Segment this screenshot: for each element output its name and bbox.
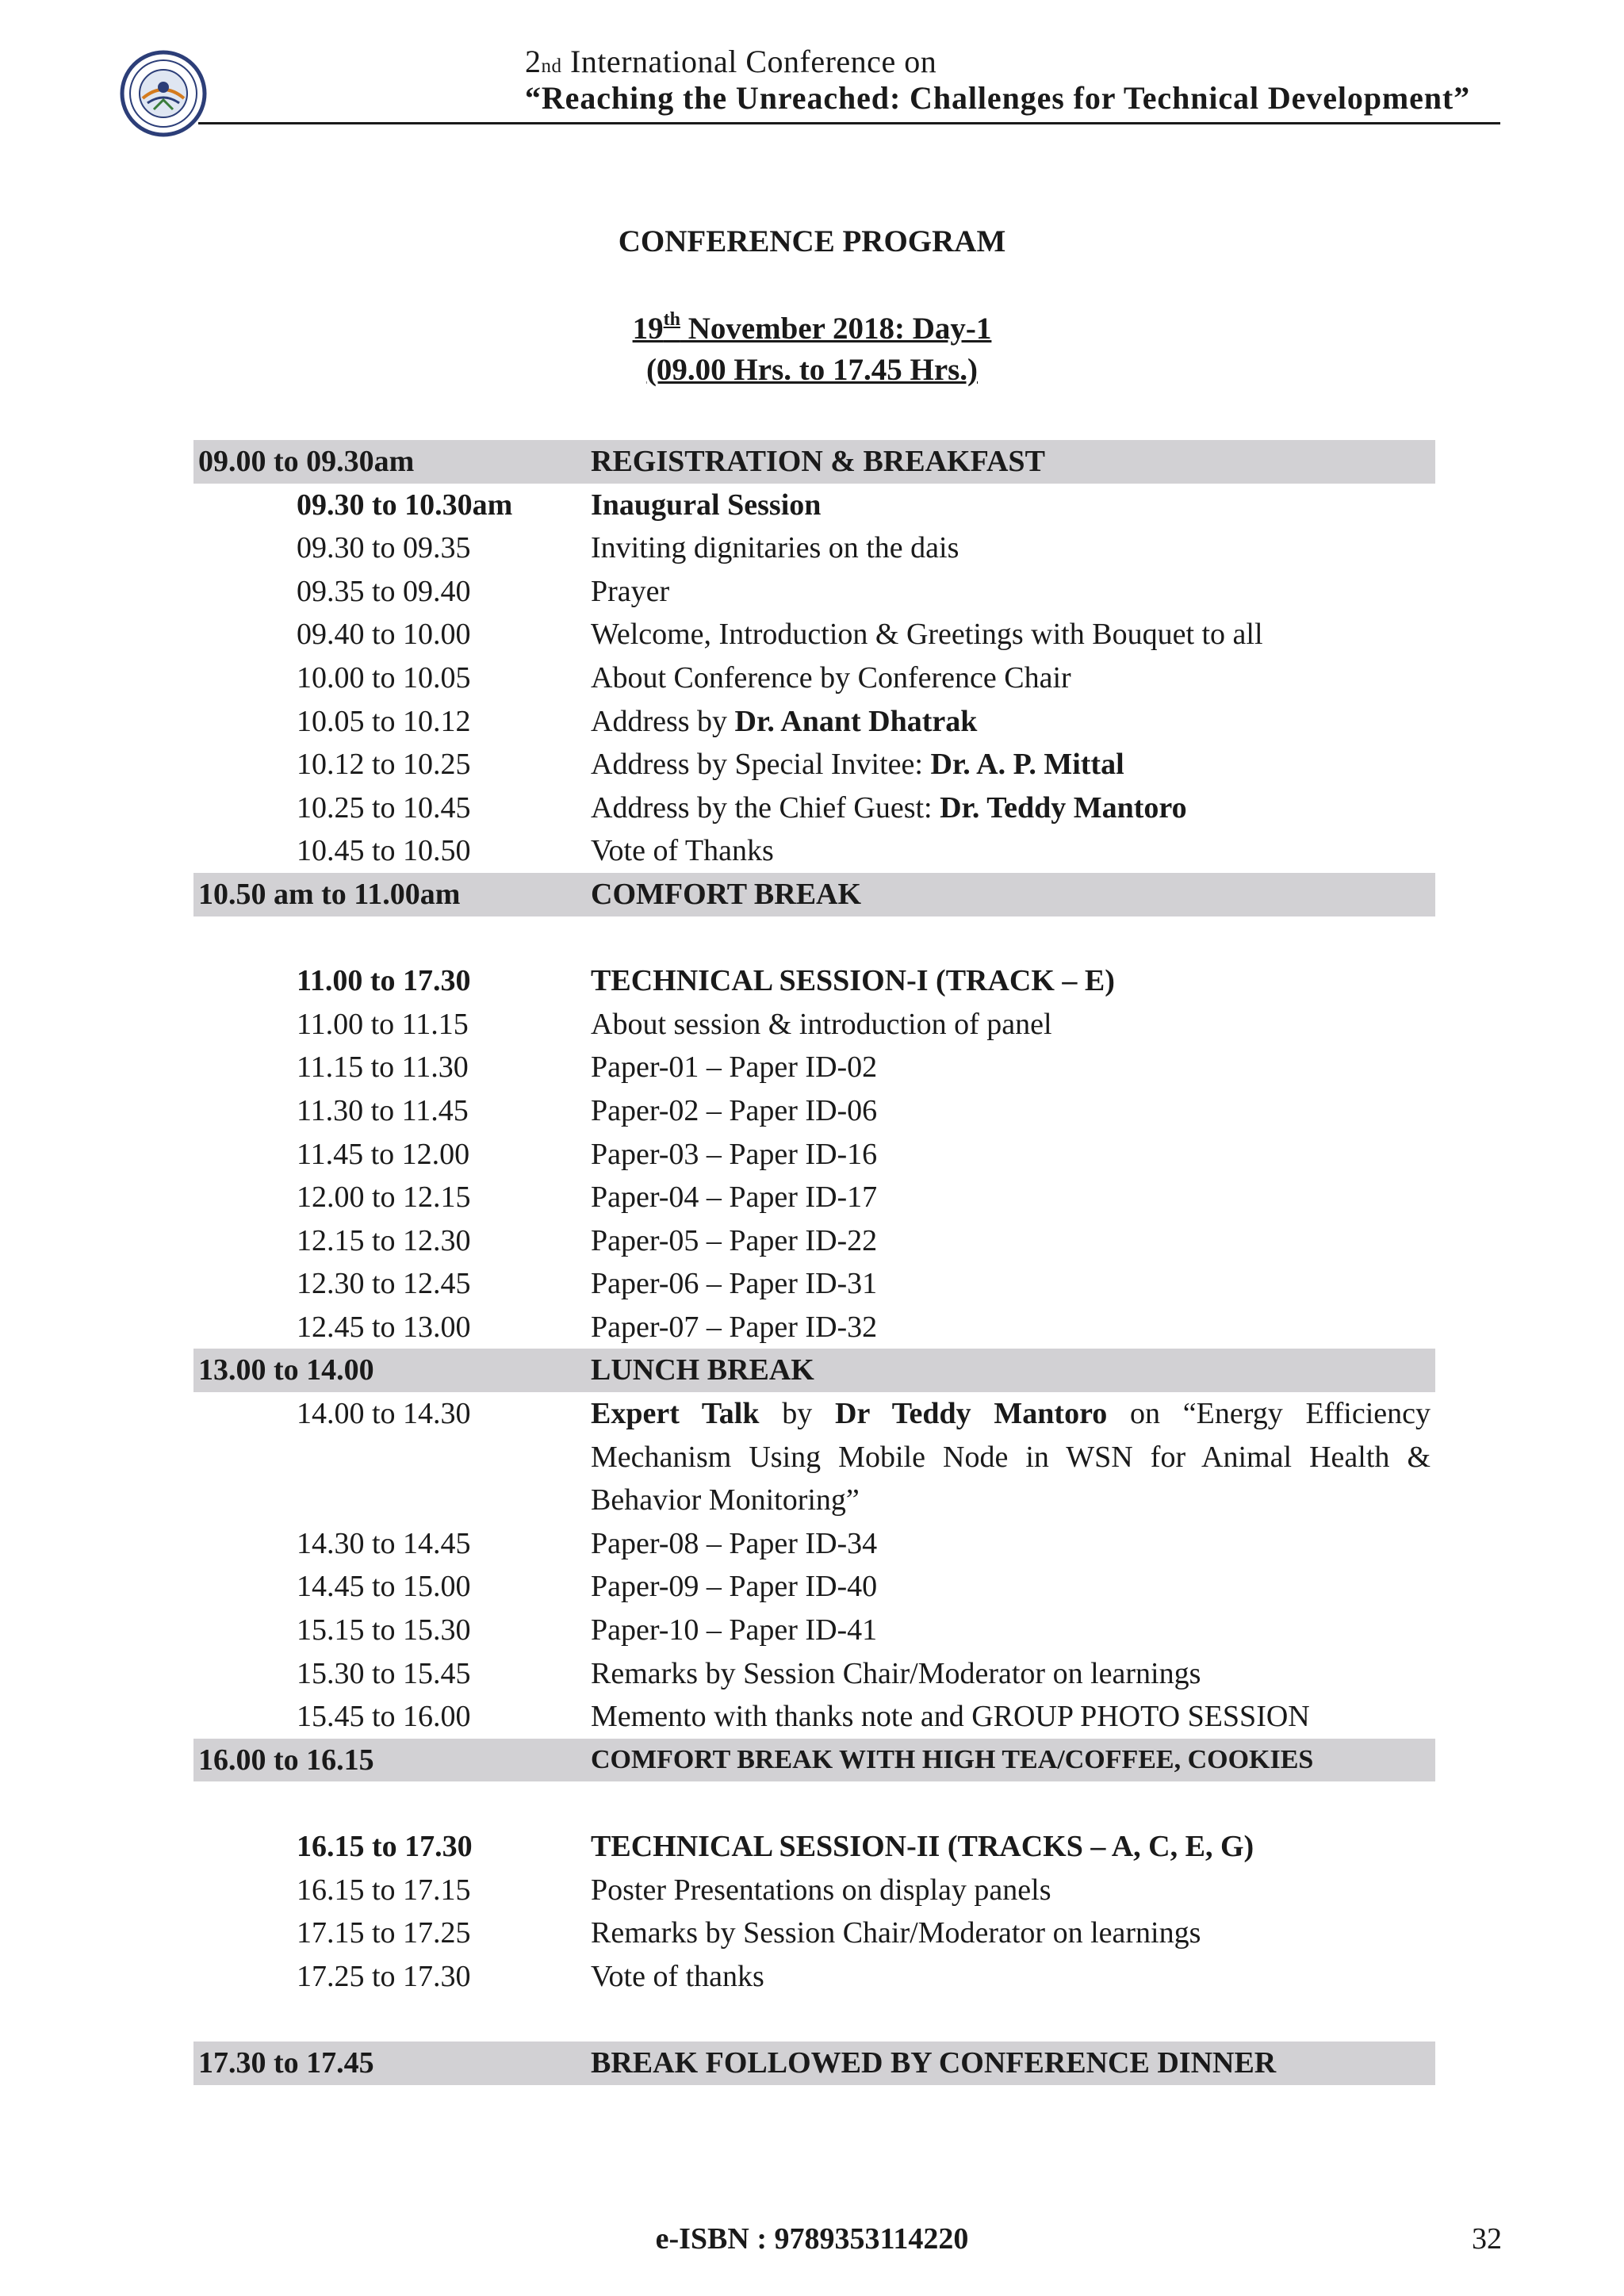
schedule-row-registration	[193, 440, 1435, 484]
schedule-row	[193, 1089, 1435, 1133]
row-description: LUNCH BREAK	[591, 1353, 814, 1387]
schedule-row	[193, 1695, 1435, 1739]
row-description: BREAK FOLLOWED BY CONFERENCE DINNER	[591, 2045, 1277, 2080]
row-time: 16.00 to 16.15	[198, 1743, 374, 1777]
schedule-row-break	[193, 1739, 1435, 1782]
schedule-row	[193, 1306, 1435, 1349]
schedule-row	[193, 1046, 1435, 1089]
speaker-name: Dr. Anant Dhatrak	[734, 704, 978, 738]
schedule-row-session-heading	[193, 1825, 1435, 1869]
row-description: Paper-03 – Paper ID-16	[591, 1137, 878, 1171]
schedule-spacer	[193, 916, 1435, 960]
row-time: 17.15 to 17.25	[297, 1916, 471, 1950]
row-description: Paper-05 – Paper ID-22	[591, 1223, 878, 1257]
schedule-row-expert-talk	[193, 1392, 1435, 1522]
row-description: TECHNICAL SESSION-II (TRACKS – A, C, E, G)	[591, 1830, 1254, 1864]
schedule-row	[193, 570, 1435, 614]
row-description: Remarks by Session Chair/Moderator on learnings	[591, 1916, 1201, 1950]
speaker-name: Dr Teddy Mantoro	[835, 1397, 1108, 1431]
schedule-row	[193, 526, 1435, 570]
row-description: Paper-02 – Paper ID-06	[591, 1093, 878, 1127]
program-hours: (09.00 Hrs. to 17.45 Hrs.)	[645, 353, 979, 387]
page-title: CONFERENCE PROGRAM	[618, 224, 1006, 258]
row-description: Vote of Thanks	[591, 834, 774, 868]
row-time: 11.30 to 11.45	[297, 1093, 469, 1127]
schedule-row-dinner	[193, 2042, 1435, 2085]
schedule-spacer	[193, 1998, 1435, 2042]
row-time: 12.00 to 12.15	[297, 1181, 471, 1215]
schedule-row	[193, 743, 1435, 786]
page-number: 32	[1472, 2222, 1502, 2256]
row-time: 17.30 to 17.45	[198, 2045, 374, 2080]
schedule-row	[193, 1911, 1435, 1955]
row-description: About session & introduction of panel	[591, 1007, 1052, 1041]
row-description: Paper-01 – Paper ID-02	[591, 1050, 878, 1085]
schedule-row	[193, 1869, 1435, 1912]
schedule-row	[193, 829, 1435, 873]
schedule-row	[193, 1565, 1435, 1609]
row-description: Address by the Chief Guest: Dr. Teddy Mantoro	[591, 790, 1187, 825]
row-time: 11.00 to 17.30	[297, 964, 471, 998]
row-time: 09.30 to 09.35	[297, 531, 471, 565]
row-time: 15.30 to 15.45	[297, 1656, 471, 1690]
schedule-row	[193, 1522, 1435, 1566]
row-description: Poster Presentations on display panels	[591, 1873, 1051, 1907]
row-time: 10.12 to 10.25	[297, 748, 471, 782]
schedule-row-break	[193, 1349, 1435, 1392]
conference-seal-icon	[119, 49, 208, 138]
row-description: REGISTRATION & BREAKFAST	[591, 445, 1045, 478]
schedule-row	[193, 700, 1435, 744]
row-time: 14.00 to 14.30	[297, 1397, 471, 1431]
row-time: 12.15 to 12.30	[297, 1223, 471, 1257]
row-time: 10.50 am to 11.00am	[198, 877, 461, 911]
date-ordinal-suffix: th	[663, 309, 680, 330]
row-description: Remarks by Session Chair/Moderator on learnings	[591, 1656, 1201, 1690]
row-description: COMFORT BREAK WITH HIGH TEA/COFFEE, COOKIES	[591, 1744, 1314, 1774]
row-time: 10.25 to 10.45	[297, 790, 471, 825]
schedule-row	[193, 613, 1435, 656]
row-time: 09.30 to 10.30am	[297, 488, 513, 522]
schedule-row	[193, 1003, 1435, 1047]
schedule-row	[193, 1133, 1435, 1177]
row-description: Paper-04 – Paper ID-17	[591, 1181, 878, 1215]
schedule-spacer	[193, 1781, 1435, 1825]
ordinal-suffix: nd	[541, 55, 562, 77]
row-description: Prayer	[591, 574, 670, 608]
row-description: Paper-07 – Paper ID-32	[591, 1310, 878, 1344]
row-description: Paper-09 – Paper ID-40	[591, 1570, 878, 1604]
row-time: 15.45 to 16.00	[297, 1700, 471, 1734]
row-description: Inaugural Session	[591, 488, 822, 522]
schedule-row-session-heading	[193, 959, 1435, 1003]
row-time: 11.45 to 12.00	[297, 1137, 470, 1171]
row-time: 09.40 to 10.00	[297, 618, 471, 652]
schedule-row	[193, 1955, 1435, 1999]
row-time: 14.30 to 14.45	[297, 1526, 471, 1560]
row-description: Paper-10 – Paper ID-41	[591, 1613, 878, 1647]
schedule-row-break	[193, 873, 1435, 916]
schedule-row	[193, 1262, 1435, 1306]
row-time: 15.15 to 15.30	[297, 1613, 471, 1647]
header-conference-edition: 2nd International Conference on	[525, 44, 937, 79]
schedule-row	[193, 656, 1435, 700]
row-time: 12.30 to 12.45	[297, 1267, 471, 1301]
row-description: COMFORT BREAK	[591, 877, 862, 911]
row-description: Memento with thanks note and GROUP PHOTO SESSION	[591, 1700, 1310, 1734]
row-time: 10.00 to 10.05	[297, 660, 471, 695]
schedule-row	[193, 1652, 1435, 1696]
row-time: 16.15 to 17.30	[297, 1830, 473, 1864]
header-conference-theme: “Reaching the Unreached: Challenges for Technical Development”	[525, 80, 1471, 116]
row-description: Vote of thanks	[591, 1959, 764, 1993]
row-time: 10.05 to 10.12	[297, 704, 471, 738]
row-description: Inviting dignitaries on the dais	[591, 531, 959, 565]
row-description: About Conference by Conference Chair	[591, 660, 1071, 695]
row-description: Address by Dr. Anant Dhatrak	[591, 704, 978, 738]
schedule-row	[193, 1176, 1435, 1219]
row-time: 09.00 to 09.30am	[198, 445, 415, 478]
row-description: Welcome, Introduction & Greetings with Bouquet to all	[591, 618, 1263, 652]
schedule-table	[193, 440, 1435, 2085]
row-time: 11.00 to 11.15	[297, 1007, 469, 1041]
row-time: 10.45 to 10.50	[297, 834, 471, 868]
header-divider	[198, 122, 1500, 124]
row-time: 11.15 to 11.30	[297, 1050, 469, 1085]
row-time: 09.35 to 09.40	[297, 574, 471, 608]
speaker-name: Dr. A. P. Mittal	[930, 748, 1124, 782]
speaker-name: Dr. Teddy Mantoro	[940, 790, 1187, 825]
row-description: Paper-08 – Paper ID-34	[591, 1526, 878, 1560]
schedule-row	[193, 786, 1435, 830]
row-description: Address by Special Invitee: Dr. A. P. Mittal	[591, 748, 1124, 782]
schedule-row-session-heading	[193, 484, 1435, 527]
row-description: TECHNICAL SESSION-I (TRACK – E)	[591, 964, 1115, 998]
footer-isbn: e-ISBN : 9789353114220	[655, 2222, 969, 2256]
row-description: Paper-06 – Paper ID-31	[591, 1267, 878, 1301]
row-time: 13.00 to 14.00	[198, 1353, 374, 1387]
program-date: 19th November 2018: Day-1	[632, 309, 992, 346]
schedule-row	[193, 1609, 1435, 1652]
row-time: 12.45 to 13.00	[297, 1310, 471, 1344]
schedule-row	[193, 1219, 1435, 1263]
row-time: 16.15 to 17.15	[297, 1873, 471, 1907]
row-description: Expert Talk by Dr Teddy Mantoro on “Energy Efficiency Mechanism Using Mobile Node in WSN for Animal Health & Behavior Monitoring”	[591, 1397, 1431, 1517]
row-time: 14.45 to 15.00	[297, 1570, 471, 1604]
row-time: 17.25 to 17.30	[297, 1959, 471, 1993]
